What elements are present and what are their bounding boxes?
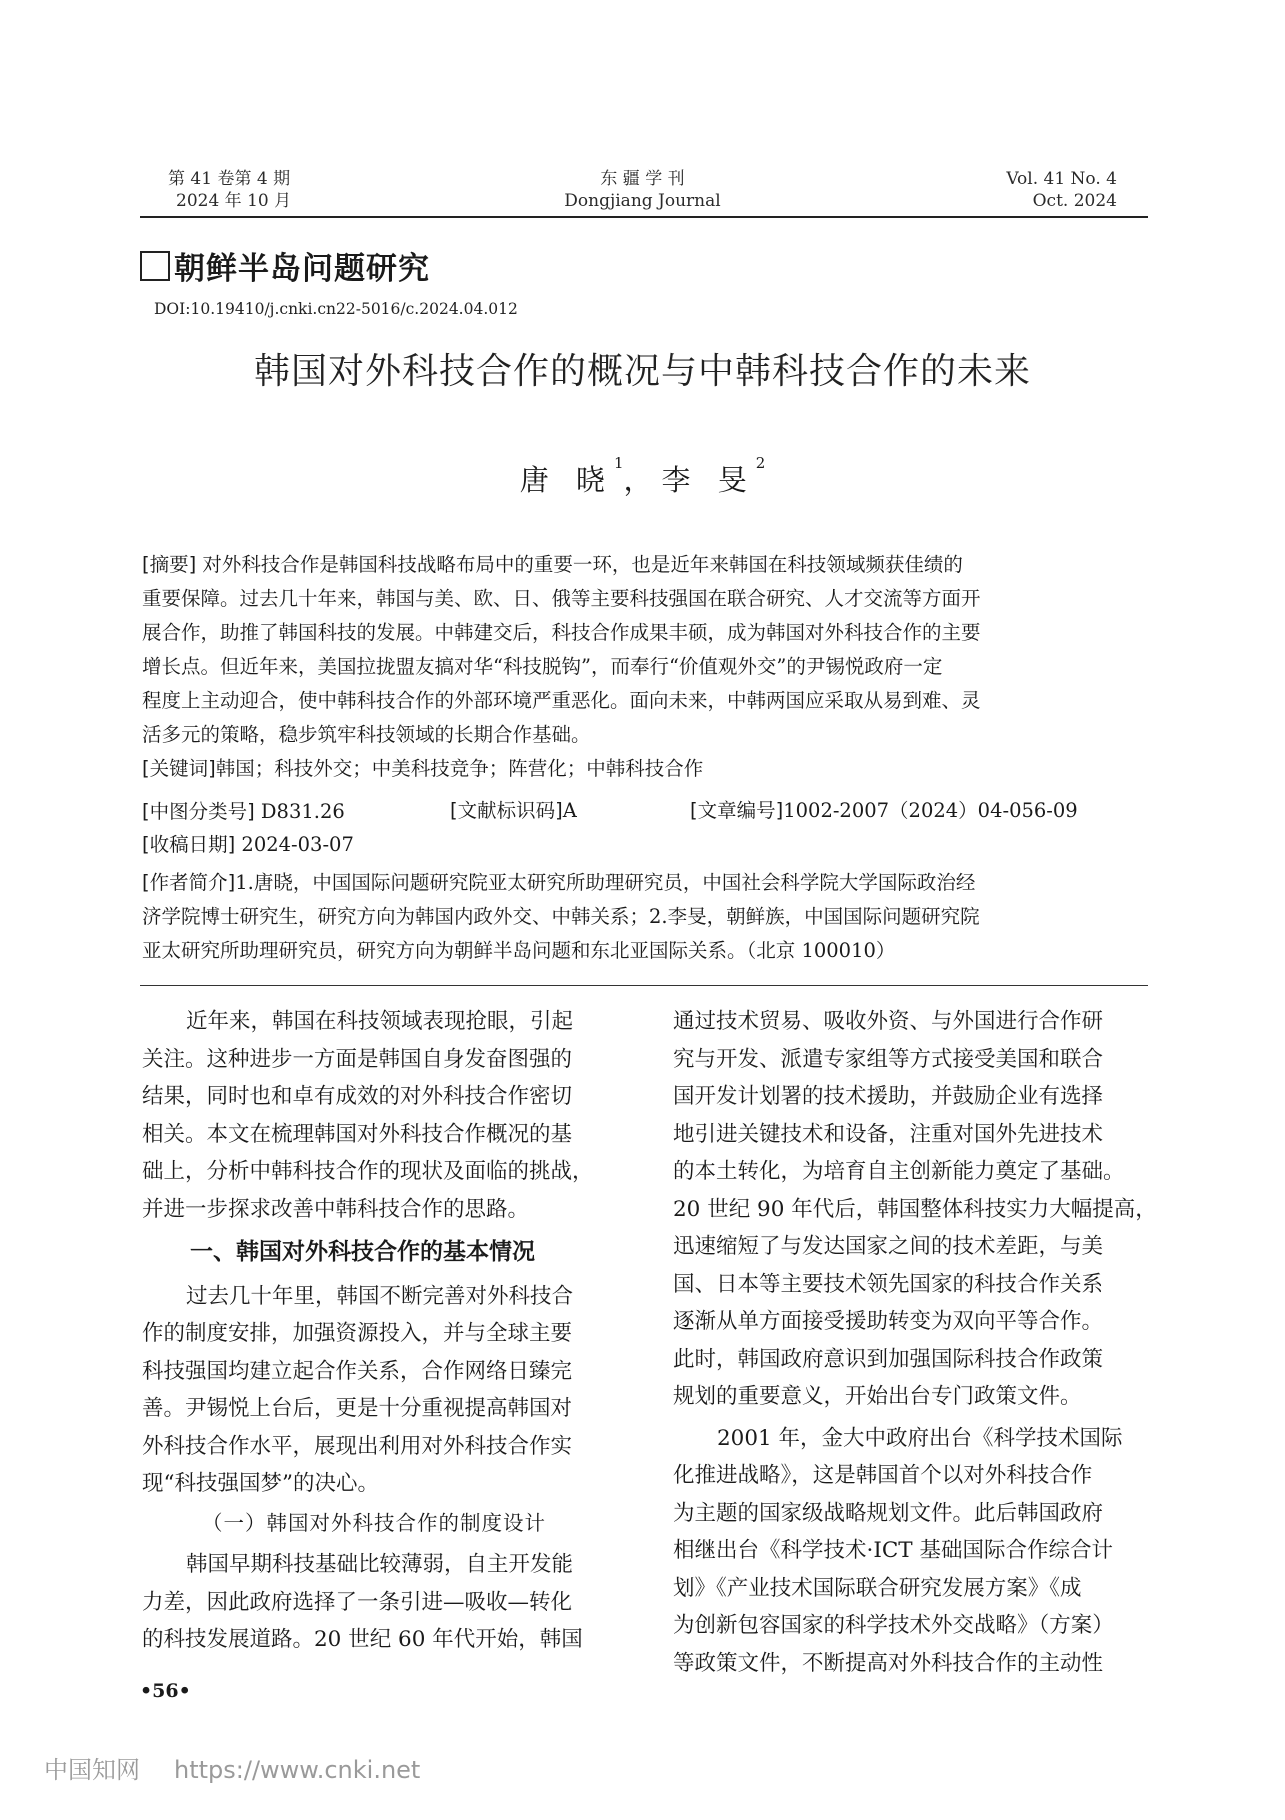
watermark-url[interactable]: https://www.cnki.net (174, 1756, 421, 1784)
section-tag-label: 朝鲜半岛问题研究 (174, 251, 430, 287)
received-label: [收稿日期] (142, 833, 236, 856)
author-intro-line: 1.唐晓，中国国际问题研究院亚太研究所助理研究员，中国社会科学院大学国际政治经 (235, 871, 976, 894)
doc-code (450, 795, 577, 823)
clc-value: D831.26 (260, 800, 345, 823)
author-1-affil: 1 (613, 454, 624, 472)
doc-code-label: [文献标识码] (450, 799, 563, 822)
text-line: 础上，分析中韩科技合作的现状及面临的挑战， (142, 1159, 594, 1184)
abstract-line: 活多元的策略，稳步筑牢科技领域的长期合作基础。 (142, 723, 591, 746)
section-heading-1: 一、韩国对外科技合作的基本情况 (190, 1239, 535, 1265)
body-column-left (142, 1003, 620, 1659)
text-line: 善。尹锡悦上台后，更是十分重视提高韩国对 (142, 1396, 573, 1421)
clc-number (142, 795, 345, 829)
text-line: 国开发计划署的技术援助，并鼓励企业有选择 (673, 1084, 1104, 1109)
author-intro-label: [作者简介] (142, 871, 236, 894)
text-line: 此时，韩国政府意识到加强国际科技合作政策 (673, 1346, 1104, 1372)
journal-name-en: Dongjiang Journal (564, 191, 721, 211)
author-2-affil: 2 (755, 454, 766, 472)
abstract-line: 程度上主动迎合，使中韩科技合作的外部环境严重恶化。面向未来，中韩两国应采取从易到难、灵 (142, 689, 981, 712)
text-line: 的科技发展道路。20 世纪 60 年代开始，韩国 (142, 1627, 583, 1652)
text-line: 过去几十年里，韩国不断完善对外科技合 (186, 1283, 574, 1309)
volume-issue: 第 41 卷第 4 期 (168, 169, 291, 189)
paragraph (673, 1003, 1157, 1416)
author-intro (142, 866, 1146, 968)
abstract-line: 重要保障。过去几十年来，韩国与美、欧、日、俄等主要科技强国在联合研究、人才交流等方面开 (142, 587, 981, 610)
abstract-divider (140, 985, 1148, 986)
text-line: 韩国早期科技基础比较薄弱，自主开发能 (186, 1552, 574, 1577)
received-date (142, 829, 354, 857)
text-line: 结果，同时也和卓有成效的对外科技合作密切 (142, 1084, 573, 1109)
text-line: 近年来，韩国在科技领域表现抢眼，引起 (186, 1009, 574, 1034)
text-line: 作的制度安排，加强资源投入，并与全球主要 (142, 1321, 573, 1346)
text-line: 外科技合作水平，展现出利用对外科技合作实 (142, 1433, 573, 1459)
text-line: 相继出台《科学技术·ICT 基础国际合作综合计 (673, 1538, 1113, 1563)
text-line: 等政策文件，不断提高对外科技合作的主动性 (673, 1650, 1104, 1676)
date-en: Oct. 2024 (1032, 191, 1117, 211)
authors (0, 454, 1285, 499)
text-line: 究与开发、派遣专家组等方式接受美国和联合 (673, 1046, 1104, 1072)
author-intro-line: 亚太研究所助理研究员，研究方向为朝鲜半岛问题和东北亚国际关系。（北京 100010） (142, 939, 896, 962)
body-column-right (673, 1003, 1157, 1682)
subsection-heading: （一）韩国对外科技合作的制度设计 (202, 1510, 546, 1535)
watermark-brand: 中国知网 (44, 1756, 140, 1784)
volume-issue-en: Vol. 41 No. 4 (1006, 169, 1117, 189)
abstract-line: 增长点。但近年来，美国拉拢盟友搞对华“科技脱钩”，而奉行“价值观外交”的尹锡悦政府一定 (142, 655, 943, 678)
watermark (44, 1750, 454, 1785)
text-line: 划》《产业技术国际联合研究发展方案》《成 (673, 1575, 1082, 1601)
header-divider (140, 216, 1148, 218)
text-line: 地引进关键技术和设备，注重对国外先进技术 (673, 1121, 1104, 1147)
paragraph (142, 1278, 620, 1503)
text-line: 20 世纪 90 年代后，韩国整体科技实力大幅提高， (673, 1196, 1157, 1222)
article-number-label: [文章编号] (690, 799, 784, 822)
author-intro-line: 济学院博士研究生，研究方向为韩国内政外交、中韩关系；2.李旻，朝鲜族，中国国际问题研究院 (142, 905, 980, 928)
text-line: 化推进战略》，这是韩国首个以对外科技合作 (673, 1463, 1093, 1488)
doi[interactable]: DOI:10.19410/j.cnki.cn22-5016/c.2024.04.012 (154, 300, 518, 318)
received-value: 2024-03-07 (241, 833, 354, 856)
paragraph (142, 1003, 620, 1228)
text-line: 为创新包容国家的科学技术外交战略》（方案） (673, 1613, 1114, 1638)
journal-name-cn: 东 疆 学 刊 (600, 169, 685, 189)
abstract-label: [摘要] (142, 553, 197, 576)
keywords (142, 752, 1146, 786)
author-separator: ， (623, 463, 662, 497)
abstract-line: 展合作，助推了韩国科技的发展。中韩建交后，科技合作成果丰硕，成为韩国对外科技合作的主要 (142, 621, 981, 644)
page-number: •56• (140, 1680, 191, 1702)
text-line: 现“科技强国梦”的决心。 (142, 1471, 379, 1496)
author-1[interactable]: 唐 晓 (519, 463, 614, 497)
text-line: 通过技术贸易、吸收外资、与外国进行合作研 (673, 1009, 1104, 1034)
text-line: 逐渐从单方面接受援助转变为双向平等合作。 (673, 1309, 1104, 1334)
square-icon (140, 251, 170, 281)
author-2[interactable]: 李 旻 (661, 463, 756, 497)
keywords-value: 韩国；科技外交；中美科技竞争；阵营化；中韩科技合作 (215, 757, 704, 780)
text-line: 科技强国均建立起合作关系，合作网络日臻完 (142, 1358, 573, 1384)
clc-label: [中图分类号] (142, 800, 255, 823)
text-line: 为主题的国家级战略规划文件。此后韩国政府 (673, 1500, 1104, 1526)
paragraph (673, 1420, 1151, 1683)
article-title: 韩国对外科技合作的概况与中韩科技合作的未来 (253, 351, 1031, 392)
text-line: 关注。这种进步一方面是韩国自身发奋图强的 (142, 1046, 573, 1072)
publication-date: 2024 年 10 月 (176, 191, 292, 211)
article-number-value: 1002-2007（2024）04-056-09 (783, 799, 1078, 822)
journal-volume-en (1006, 168, 1117, 212)
text-line: 的本土转化，为培育自主创新能力奠定了基础。 (673, 1159, 1125, 1184)
text-line: 国、日本等主要技术领先国家的科技合作关系 (673, 1271, 1104, 1297)
text-line: 并进一步探求改善中韩科技合作的思路。 (142, 1196, 530, 1222)
article-number (690, 795, 1078, 823)
text-line: 2001 年，金大中政府出台《科学技术国际 (717, 1425, 1123, 1451)
text-line: 迅速缩短了与发达国家之间的技术差距，与美 (673, 1234, 1104, 1259)
text-line: 相关。本文在梳理韩国对外科技合作概况的基 (142, 1121, 573, 1147)
paragraph (142, 1546, 620, 1659)
doc-code-value: A (562, 799, 577, 822)
text-line: 力差，因此政府选择了一条引进—吸收—转化 (142, 1589, 573, 1615)
keywords-label: [关键词] (142, 757, 216, 780)
text-line: 规划的重要意义，开始出台专门政策文件。 (673, 1384, 1082, 1409)
section-tag (140, 243, 430, 288)
abstract-line: 对外科技合作是韩国科技战略布局中的重要一环，也是近年来韩国在科技领域频获佳绩的 (202, 553, 963, 576)
abstract (142, 548, 1146, 786)
